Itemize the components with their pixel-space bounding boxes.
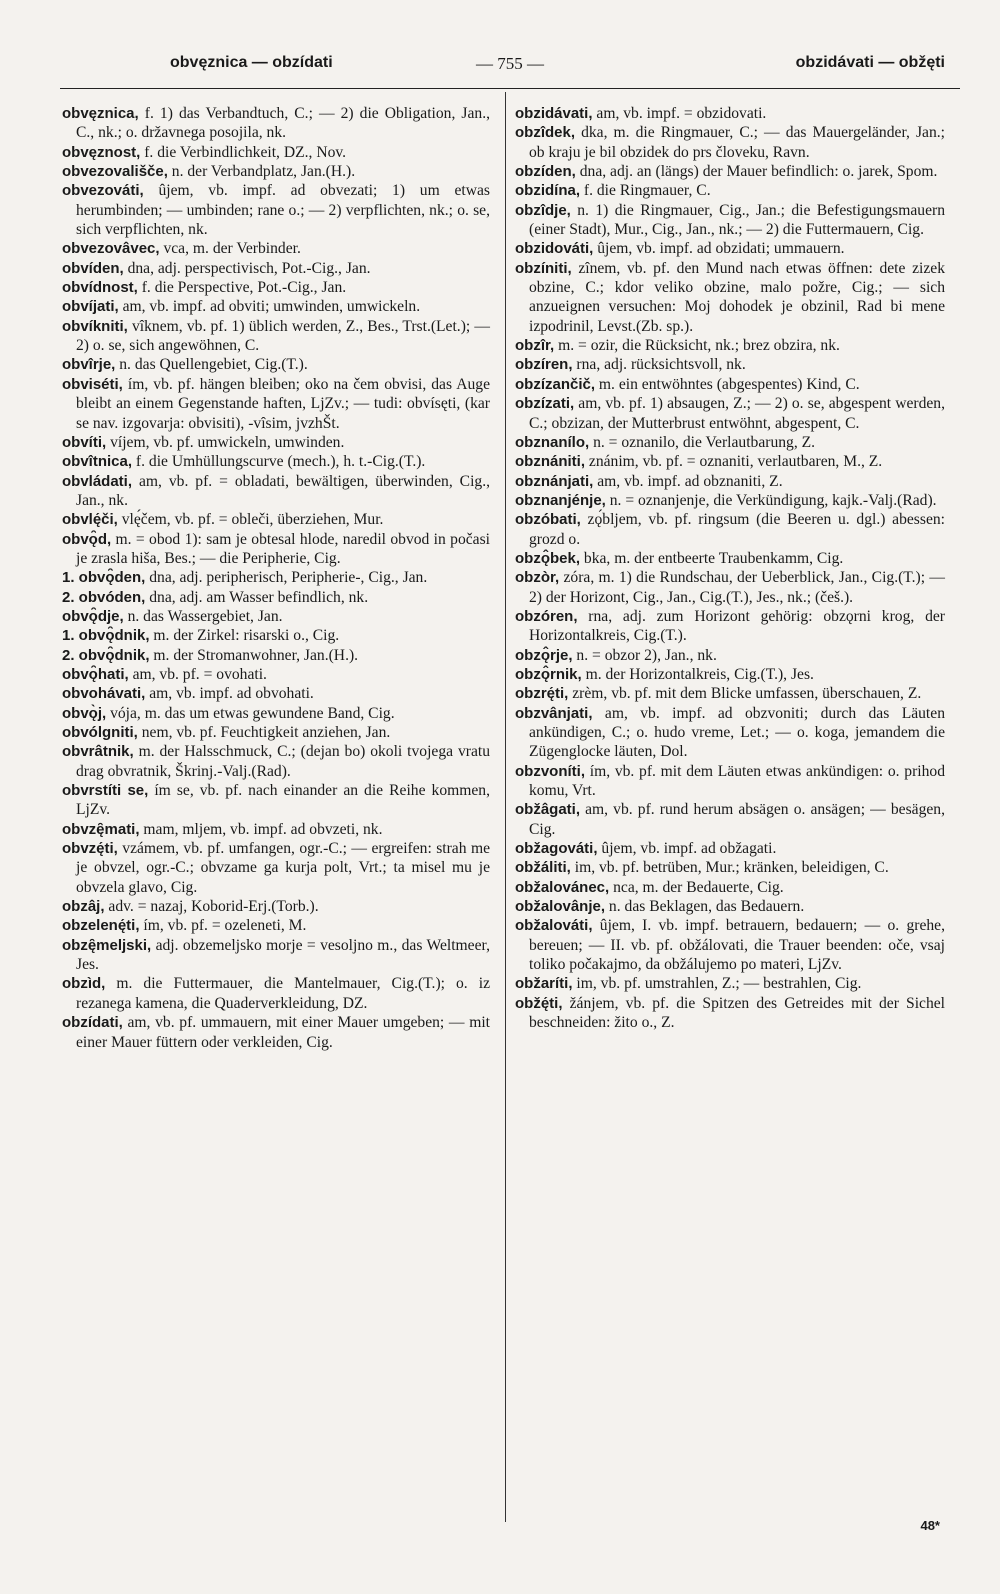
entry-headword: obvlę́či,: [62, 511, 118, 529]
entry-definition: nca, m. der Bedauerte, Cig.: [609, 878, 784, 896]
dictionary-entry: [515, 762, 945, 801]
entry-definition: rna, adj. zum Horizont gehörig: obzǫrni krog, der Horizontalkreis, Cig.(T.).: [529, 607, 945, 645]
entry-definition: m. = ozir, die Rücksicht, nk.; brez obzira, nk.: [554, 337, 840, 355]
entry-headword: obvólgniti,: [62, 724, 138, 741]
entry-headword: obzidováti,: [515, 240, 594, 258]
dictionary-entry: [62, 607, 490, 626]
entry-definition: adj. obzemeljsko morje = vesoljno m., das Weltmeer, Jes.: [76, 936, 490, 974]
dictionary-entry: [515, 259, 945, 336]
left-column: [62, 104, 490, 1052]
dictionary-entry: [62, 568, 490, 587]
right-column: [515, 104, 945, 1033]
entry-definition: m. der Stromanwohner, Jan.(H.).: [149, 646, 359, 664]
entry-definition: ím, vb. pf. = ozeleneti, M.: [139, 917, 307, 935]
entry-definition: f. 1) das Verbandtuch, C.; — 2) die Obligation, Jan., C., nk.; o. državnega posojila, nk.: [76, 105, 490, 142]
entry-headword: 1. obvǫ̑dnik,: [62, 627, 150, 645]
entry-definition: am, vb. pf. 1) absaugen, Z.; — 2) o. se, abgespent werden, C.; obzizan, der Mutterbrust entwöhnt, abgespent, C.: [529, 395, 945, 432]
dictionary-entry: [515, 684, 945, 703]
dictionary-entry: [62, 781, 490, 820]
dictionary-entry: [62, 897, 490, 916]
entry-definition: zǫ́bljem, vb. pf. ringsum (die Beeren u. dgl.) abessen: grozd o.: [529, 511, 945, 548]
entry-definition: n. = obzor 2), Jan., nk.: [572, 646, 717, 664]
entry-definition: vca, m. der Verbinder.: [159, 240, 301, 258]
entry-headword: obvíden,: [62, 259, 124, 277]
dictionary-entry: [62, 181, 490, 239]
dictionary-entry: [62, 665, 490, 684]
dictionary-entry: [62, 239, 490, 258]
dictionary-entry: [515, 201, 945, 240]
dictionary-entry: [515, 897, 945, 916]
dictionary-entry: [62, 278, 490, 297]
entry-headword: obzìd,: [62, 975, 106, 993]
entry-headword: obznánjati,: [515, 472, 594, 490]
entry-headword: obzíniti,: [515, 259, 572, 277]
entry-headword: obvîtnica,: [62, 453, 133, 471]
dictionary-entry: [515, 510, 945, 549]
entry-definition: znánim, vb. pf. = oznaniti, verlautbaren, M., Z.: [585, 453, 883, 471]
entry-headword: obznániti,: [515, 453, 585, 471]
entry-definition: n. = oznanilo, die Verlautbarung, Z.: [589, 433, 816, 451]
entry-definition: f. die Ringmauer, C.: [580, 182, 711, 200]
entry-definition: am, vb. pf. ummauern, mit einer Mauer umgeben; — mit einer Mauer füttern oder verkleiden, Cig.: [76, 1014, 490, 1051]
dictionary-entry: [62, 742, 490, 781]
entry-definition: bka, m. der entbeerte Traubenkamm, Cig.: [580, 549, 844, 567]
dictionary-entry: [515, 123, 945, 162]
dictionary-entry: [62, 723, 490, 742]
dictionary-entry: [62, 530, 490, 569]
dictionary-entry: [62, 936, 490, 975]
entry-headword: obviséti,: [62, 375, 123, 393]
dictionary-entry: [515, 800, 945, 839]
entry-headword: obznanílo,: [515, 433, 590, 451]
entry-headword: obzízančič,: [515, 375, 596, 393]
entry-headword: obvezováti,: [62, 182, 144, 200]
entry-definition: víjem, vb. pf. umwickeln, umwinden.: [106, 433, 345, 451]
entry-headword: obzidína,: [515, 182, 580, 200]
entry-definition: dna, adj. peripherisch, Peripherie-, Cig., Jan.: [145, 569, 428, 587]
running-header: [60, 46, 960, 80]
entry-definition: ûjem, vb. impf. ad obžagati.: [597, 840, 777, 858]
dictionary-entry: [515, 162, 945, 181]
entry-definition: am, vb. pf. rund herum absägen o. ansägen; — besägen, Cig.: [529, 801, 945, 838]
entry-headword: obznanjénje,: [515, 491, 606, 509]
entry-definition: m. der Horizontalkreis, Cig.(T.), Jes.: [581, 665, 814, 683]
entry-definition: m. die Futtermauer, die Mantelmauer, Cig.(T.); o. iz rezanega kamena, die Quaderverkleidung, DZ.: [76, 975, 490, 1012]
dictionary-entry: [515, 665, 945, 684]
header-right-guide: obzidávati — obžęti: [795, 54, 945, 71]
entry-definition: im, vb. pf. betrüben, Mur.; kränken, beleidigen, C.: [570, 859, 889, 877]
entry-headword: obvíkniti,: [62, 317, 128, 335]
dictionary-entry: [62, 1013, 490, 1052]
dictionary-entry: [515, 839, 945, 858]
dictionary-entry: [515, 607, 945, 646]
entry-headword: obvíti,: [62, 433, 107, 451]
entry-definition: n. das Quellengebiet, Cig.(T.).: [115, 356, 308, 374]
entry-headword: obvzę́ti,: [62, 840, 118, 858]
dictionary-entry: [62, 588, 490, 607]
entry-headword: obvezovališče,: [62, 163, 168, 181]
entry-definition: ûjem, vb. impf. ad obzidati; ummauern.: [593, 240, 845, 258]
entry-headword: obžagováti,: [515, 840, 598, 858]
entry-headword: obzrę́ti,: [515, 685, 569, 703]
dictionary-entry: [62, 375, 490, 433]
dictionary-entry: [515, 181, 945, 200]
entry-definition: m. ein entwöhntes (abgespentes) Kind, C.: [595, 375, 860, 393]
entry-headword: obzvânjati,: [515, 704, 593, 722]
entry-definition: žánjem, vb. pf. die Spitzen des Getreides mit der Sichel beschneiden: žito o., Z.: [529, 994, 945, 1032]
entry-headword: obžalováti,: [515, 917, 593, 935]
entry-definition: ûjem, vb. impf. ad obvezati; 1) um etwas herumbinden; — umbinden; rane o.; — 2) verpflichten, nk.; o. se, sich verpflichten, nk.: [76, 182, 490, 239]
dictionary-entry: [515, 336, 945, 355]
entry-headword: obzíden,: [515, 163, 576, 181]
entry-headword: obzîdek,: [515, 124, 576, 142]
dictionary-entry: [515, 355, 945, 374]
entry-headword: obvǫ̑hati,: [62, 665, 129, 683]
dictionary-entry: [515, 239, 945, 258]
entry-definition: vója, m. das um etwas gewundene Band, Cig.: [106, 704, 395, 722]
entry-headword: obvęznost,: [62, 143, 141, 161]
entry-headword: obzvoníti,: [515, 762, 585, 780]
entry-headword: obvǫ̑dje,: [62, 607, 124, 625]
dictionary-entry: [515, 568, 945, 607]
entry-headword: obzíren,: [515, 356, 573, 374]
entry-definition: n. 1) die Ringmauer, Cig., Jan.; die Befestigungsmauern (einer Stadt), Mur., Cig., Jan., nk.; — 2) die Futtermauern, Cig.: [529, 201, 945, 239]
entry-definition: am, vb. impf. = obzidovati.: [592, 105, 767, 122]
dictionary-entry: [62, 974, 490, 1013]
dictionary-entry: [62, 452, 490, 471]
entry-headword: obzòr,: [515, 569, 560, 587]
entry-headword: obzâj,: [62, 898, 105, 916]
entry-headword: 2. obvǫ̑dnik,: [62, 646, 150, 664]
entry-headword: obzǫ̂bek,: [515, 549, 581, 567]
entry-definition: am, vb. pf. = obladati, bewältigen, überwinden, Cig., Jan., nk.: [76, 472, 490, 509]
entry-headword: obzîr,: [515, 337, 555, 355]
entry-definition: mam, mljem, vb. impf. ad obvzeti, nk.: [139, 820, 383, 838]
dictionary-entry: [62, 839, 490, 897]
entry-headword: obžaríti,: [515, 975, 573, 993]
entry-headword: obvrâtnik,: [62, 743, 134, 761]
dictionary-entry: [62, 646, 490, 665]
signature-mark: 48*: [920, 1518, 940, 1533]
dictionary-entry: [515, 375, 945, 394]
entry-headword: obvrstíti se,: [62, 782, 149, 800]
entry-definition: n. das Beklagen, das Bedauern.: [605, 898, 805, 916]
entry-headword: obvídnost,: [62, 279, 138, 297]
dictionary-entry: [62, 472, 490, 511]
dictionary-entry: [62, 317, 490, 356]
dictionary-entry: [515, 878, 945, 897]
dictionary-entry: [62, 684, 490, 703]
dictionary-entry: [515, 549, 945, 568]
entry-headword: obžâgati,: [515, 801, 581, 819]
header-left-guide: obvęznica — obzídati: [170, 54, 333, 71]
entry-definition: vlę́čem, vb. pf. = obleči, überziehen, Mur.: [117, 511, 384, 529]
column-divider: [505, 92, 506, 1522]
dictionary-entry: [62, 433, 490, 452]
entry-headword: obzóren,: [515, 607, 578, 625]
entry-headword: obvohávati,: [62, 685, 146, 703]
dictionary-entry: [515, 104, 945, 123]
dictionary-entry: [515, 646, 945, 665]
dictionary-entry: [62, 704, 490, 723]
dictionary-entry: [62, 104, 490, 143]
dictionary-entry: [62, 820, 490, 839]
dictionary-entry: [515, 704, 945, 762]
entry-definition: zóra, m. 1) die Rundschau, der Ueberblick, Jan., Cig.(T.); — 2) der Horizont, Cig., Jan., Cig.(T.), Jes., nk.; (češ.).: [529, 569, 945, 606]
entry-definition: n. = oznanjenje, die Verkündigung, kajk.-Valj.(Rad).: [605, 491, 937, 509]
entry-definition: adv. = nazaj, Koborid-Erj.(Torb.).: [104, 898, 319, 916]
entry-definition: f. die Verbindlichkeit, DZ., Nov.: [140, 143, 347, 161]
dictionary-entry: [515, 974, 945, 993]
dictionary-entry: [515, 394, 945, 433]
dictionary-entry: [62, 143, 490, 162]
entry-headword: obzóbati,: [515, 511, 581, 529]
dictionary-entry: [515, 472, 945, 491]
entry-definition: m. der Halsschmuck, C.; (dejan bo) okoli tvojega vratu drag obvratnik, Škrinj.-Valj.(Rad).: [76, 743, 490, 780]
entry-headword: obvíjati,: [62, 298, 119, 316]
entry-headword: obvǫ̀j,: [62, 704, 107, 722]
entry-definition: ím, vb. pf. mit dem Läuten etwas ankündigen: o. prihod komu, Vrt.: [529, 762, 945, 800]
entry-definition: ûjem, I. vb. impf. betrauern, bedauern; — o. grehe, bereuen; — II. vb. pf. obžálovati, die Trauer beenden: oče, vsaj toliko počakajmo, da obžálujemo po materi, LjZv.: [529, 917, 945, 974]
dictionary-entry: [62, 297, 490, 316]
entry-definition: dna, adj. am Wasser befindlich, nk.: [145, 588, 369, 606]
entry-headword: obžáliti,: [515, 859, 571, 877]
dictionary-entry: [515, 994, 945, 1033]
entry-headword: obzízati,: [515, 395, 575, 413]
entry-definition: vzámem, vb. pf. umfangen, ogr.-C.; — ergreifen: strah me je obvzel, ogr.-C.; obvzame ga kurja polt, Vrt.; ta misel mu je obvzela glavo, Cig.: [76, 840, 490, 896]
entry-definition: vîknem, vb. pf. 1) üblich werden, Z., Bes., Trst.(Let.); — 2) o. se, sich angewöhnen, C.: [76, 317, 490, 355]
entry-definition: nem, vb. pf. Feuchtigkeit anziehen, Jan.: [137, 724, 391, 741]
entry-headword: obvęznica,: [62, 105, 139, 122]
dictionary-entry: [62, 162, 490, 181]
dictionary-entry: [515, 491, 945, 510]
entry-headword: obžę́ti,: [515, 994, 563, 1012]
entry-headword: obzǫ̂rnik,: [515, 665, 582, 683]
entry-definition: m. der Zirkel: risarski o., Cig.: [149, 627, 340, 645]
dictionary-entry: [515, 858, 945, 877]
entry-definition: zînem, vb. pf. den Mund nach etwas öffnen: dete zizek obzine, C.; kdor veliko obzine, malo požre, Cig.; — sich anzueignen versuchen: Moj dohodek je obzinil, Rad bi mene izpodrinil, Levst.(Zb. sp.).: [529, 259, 945, 335]
page-number: — 755 —: [476, 54, 544, 73]
dictionary-entry: [515, 916, 945, 974]
entry-definition: rna, adj. rücksichtsvoll, nk.: [572, 356, 746, 374]
entry-definition: dna, adj. perspectivisch, Pot.-Cig., Jan.: [123, 259, 371, 277]
entry-definition: dka, m. die Ringmauer, C.; — das Mauergeländer, Jan.; ob kraju je bil obzidek do prs človeku, Ravn.: [529, 124, 945, 161]
entry-definition: f. die Umhüllungscurve (mech.), h. t.-Cig.(T.).: [132, 453, 426, 471]
entry-headword: obzídati,: [62, 1014, 123, 1032]
dictionary-entry: [62, 510, 490, 529]
entry-definition: am, vb. pf. = ovohati.: [128, 665, 267, 683]
entry-definition: m. = obod 1): sam je obtesal hlode, naredil obvod in počasi je zrasla hiša, Bes.; — die Peripherie, Cig.: [76, 530, 490, 567]
entry-headword: obvezovâvec,: [62, 240, 160, 258]
entry-headword: obzîdje,: [515, 201, 571, 219]
dictionary-entry: [62, 259, 490, 278]
entry-headword: obvǫ̑d,: [62, 530, 112, 548]
dictionary-entry: [62, 355, 490, 374]
entry-definition: ím, vb. pf. hängen bleiben; oko na čem obvisi, das Auge bleibt an einem Gegenstande haften, LjZv.; — tudi: obvísęti, (kar se nav. izgovarja: obvisiti), -vîsim, jvzhŠt.: [76, 375, 490, 432]
entry-definition: am, vb. impf. ad obviti; umwinden, umwickeln.: [118, 298, 421, 316]
header-rule: [60, 88, 960, 89]
dictionary-entry: [515, 433, 945, 452]
entry-headword: obzidávati,: [515, 105, 593, 122]
entry-headword: obvzę̑mati,: [62, 820, 140, 838]
entry-definition: am, vb. impf. ad obvohati.: [145, 685, 314, 703]
entry-definition: am, vb. impf. ad obznaniti, Z.: [593, 472, 783, 490]
entry-definition: dna, adj. an (längs) der Mauer befindlich: o. jarek, Spom.: [575, 163, 938, 181]
entry-headword: obzǫ̂rje,: [515, 646, 573, 664]
dictionary-entry: [62, 626, 490, 645]
entry-definition: im, vb. pf. umstrahlen, Z.; — bestrahlen, Cig.: [572, 975, 862, 993]
entry-headword: obžalovánec,: [515, 878, 610, 896]
entry-definition: n. der Verbandplatz, Jan.(H.).: [167, 163, 356, 181]
dictionary-entry: [62, 916, 490, 935]
entry-definition: n. das Wassergebiet, Jan.: [123, 607, 283, 625]
entry-headword: obvládati,: [62, 472, 133, 490]
entry-headword: 2. obvóden,: [62, 588, 146, 606]
entry-headword: obvîrje,: [62, 356, 116, 374]
entry-definition: f. die Perspective, Pot.-Cig., Jan.: [137, 279, 347, 297]
entry-definition: ím se, vb. pf. nach einander an die Reihe kommen, LjZv.: [76, 782, 490, 819]
entry-headword: 1. obvǫ̑den,: [62, 569, 146, 587]
dictionary-entry: [515, 452, 945, 471]
entry-definition: am, vb. impf. ad obzvoniti; durch das Läuten ankündigen, C.; o. hudo vreme, Let.; — o. koga, jemandem die Zügenglocke läuten, Dol.: [529, 704, 945, 761]
entry-definition: zrèm, vb. pf. mit dem Blicke umfassen, überschauen, Z.: [568, 685, 922, 703]
entry-headword: obzelenę́ti,: [62, 917, 140, 935]
entry-headword: obžalovânje,: [515, 898, 606, 916]
entry-headword: obzę̑meljski,: [62, 936, 152, 954]
